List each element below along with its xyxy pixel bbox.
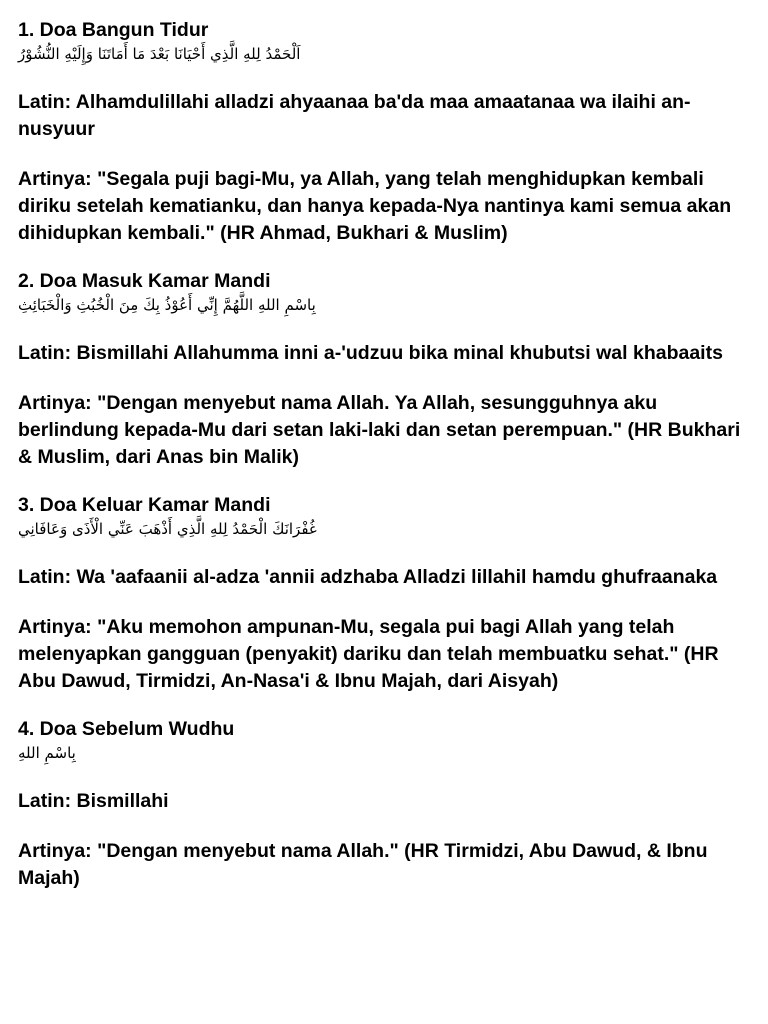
latin-text: Latin: Bismillahi [18,790,169,812]
artinya-text: Artinya: "Dengan menyebut nama Allah. Ya Allah, sesungguhnya aku berlindung kepada-Mu dari setan laki-laki dan setan perempuan." (HR Bukhari & Muslim, dari Anas bin Malik) [18,392,741,468]
arabic-line: بِاسْمِ اللهِ اللَّهُمَّ إِنِّي أَعُوْذُ بِكَ مِنَ الْخُبُثِ وَالْخَبَائِثِ [18,296,316,314]
doa-section-masuk-kamar-mandi [18,269,753,471]
arabic-text [18,741,753,765]
doa-section-bangun-tidur [18,18,753,247]
artinya-text: Artinya: "Aku memohon ampunan-Mu, segala pui bagi Allah yang telah melenyapkan gangguan (penyakit) dariku dan telah membuatku sehat." (HR Abu Dawud, Tirmidzi, An-Nasa'i & Ibnu Majah, dari Aisyah) [18,616,719,692]
doa-section-sebelum-wudhu [18,717,753,892]
section-heading: 2. Doa Masuk Kamar Mandi [18,270,271,292]
latin-text: Latin: Bismillahi Allahumma inni a-'udzuu bika minal khubutsi wal khabaaits [18,342,723,364]
arabic-line: بِاسْمِ اللهِ [18,744,76,762]
latin-text: Latin: Wa 'aafaanii al-adza 'annii adzhaba Alladzi lillahil hamdu ghufraanaka [18,566,718,588]
section-heading: 1. Doa Bangun Tidur [18,19,209,41]
arabic-line: اَلْحَمْدُ لِلهِ الَّذِي أَحْيَانَا بَعْدَ مَا أَمَاتَنَا وَإِلَيْهِ النُّشُوْرُ [18,45,301,63]
arabic-text [18,42,753,66]
document-page [18,18,753,892]
section-heading: 4. Doa Sebelum Wudhu [18,718,235,740]
latin-text: Latin: Alhamdulillahi alladzi ahyaanaa ba'da maa amaatanaa wa ilaihi an-nusyuur [18,91,691,140]
doa-section-keluar-kamar-mandi [18,493,753,695]
section-heading: 3. Doa Keluar Kamar Mandi [18,494,271,516]
arabic-line: غُفْرَانَكَ الْحَمْدُ لِلهِ الَّذِي أَذْهَبَ عَنِّي الْأَذَى وَعَافَانِي [18,520,317,538]
arabic-text [18,293,753,317]
artinya-text: Artinya: "Segala puji bagi-Mu, ya Allah, yang telah menghidupkan kembali diriku setelah kematianku, dan hanya kepada-Nya nantinya kami semua akan dihidupkan kembali." (HR Ahmad, Bukhari & Muslim) [18,168,732,244]
arabic-text [18,517,753,541]
artinya-text: Artinya: "Dengan menyebut nama Allah." (HR Tirmidzi, Abu Dawud, & Ibnu Majah) [18,840,708,889]
